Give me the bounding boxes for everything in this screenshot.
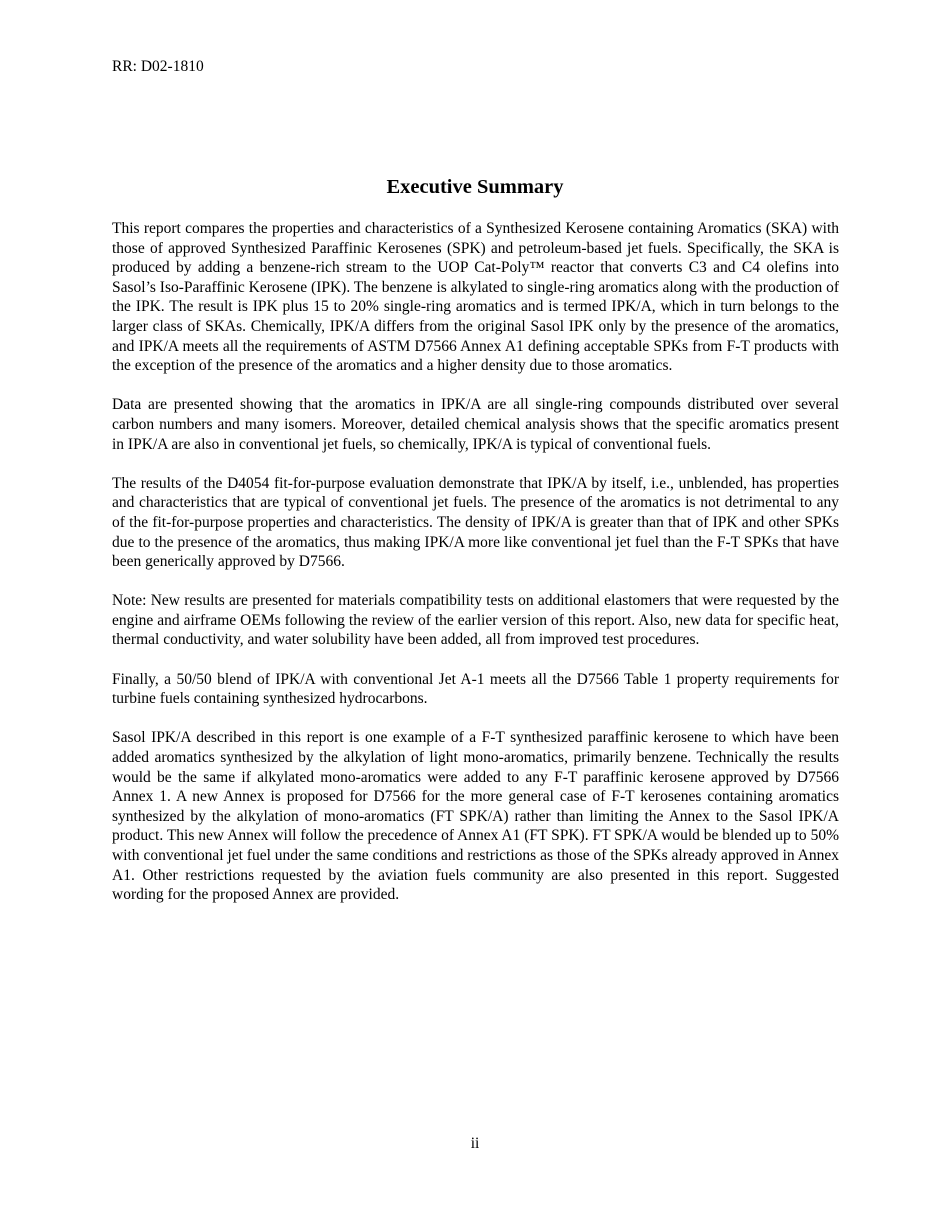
paragraph-aromatics-data: Data are presented showing that the aromatics in IPK/A are all single-ring compounds distributed over several carbon numbers and many isomers. Moreover, detailed chemical analysis shows that the specific aromatics present in IPK/A are also in conventional jet fuels, so chemically, IPK/A is typical of conventional fuels. [112, 396, 839, 453]
page-number: ii [470, 1135, 480, 1152]
paragraph-annex-proposal: Sasol IPK/A described in this report is one example of a F-T synthesized paraffinic kerosene to which have been added aromatics synthesized by the alkylation of light mono-aromatics, primarily benzene. Technically the results would be the same if alkylated mono-aromatics were added to any F-T paraffinic kerosene approved by D7566 Annex 1. A new Annex is proposed for D7566 for the more general case of F-T kerosenes containing aromatics synthesized by the alkylation of mono-aromatics (FT SPK/A) rather than limiting the Annex to the Sasol IPK/A product. This new Annex will follow the precedence of Annex A1 (FT SPK). FT SPK/A would be blended up to 50% with conventional jet fuel under the same conditions and restrictions as those of the SPKs already approved in Annex A1. Other restrictions requested by the aviation fuels community are also presented in this report. Suggested wording for the proposed Annex are provided. [112, 729, 839, 904]
document-id-header: RR: D02-1810 [112, 58, 204, 75]
summary-body [112, 219, 839, 924]
paragraph-overview: This report compares the properties and characteristics of a Synthesized Kerosene containing Aromatics (SKA) with those of approved Synthesized Paraffinic Kerosenes (SPK) and petroleum-based jet fuels. Specifically, the SKA is produced by adding a benzene-rich stream to the UOP Cat-Poly™ reactor that converts C3 and C4 olefins into Sasol’s Iso-Paraffinic Kerosene (IPK). The benzene is alkylated to single-ring aromatics along with the production of the IPK. The result is IPK plus 15 to 20% single-ring aromatics and is termed IPK/A, which in turn belongs to the larger class of SKAs. Chemically, IPK/A differs from the original Sasol IPK only by the presence of the aromatics, and IPK/A meets all the requirements of ASTM D7566 Annex A1 defining acceptable SPKs from F-T products with the exception of the presence of the aromatics and a higher density due to those aromatics. [112, 220, 839, 375]
paragraph-fit-for-purpose: The results of the D4054 fit-for-purpose evaluation demonstrate that IPK/A by itself, i.e., unblended, has properties and characteristics that are typical of conventional jet fuels. The presence of the aromatics is not detrimental to any of the fit-for-purpose properties and characteristics. The density of IPK/A is greater than that of IPK and other SPKs due to the presence of the aromatics, thus making IPK/A more like conventional jet fuel than the F-T SPKs that have been generically approved by D7566. [112, 474, 839, 571]
page-title: Executive Summary [386, 176, 564, 198]
paragraph-blend: Finally, a 50/50 blend of IPK/A with conventional Jet A-1 meets all the D7566 Table 1 property requirements for turbine fuels containing synthesized hydrocarbons. [112, 670, 839, 708]
paragraph-note: Note: New results are presented for materials compatibility tests on additional elastomers that were requested by the engine and airframe OEMs following the review of the earlier version of this report. Also, new data for specific heat, thermal conductivity, and water solubility have been added, all from improved test procedures. [112, 592, 839, 649]
